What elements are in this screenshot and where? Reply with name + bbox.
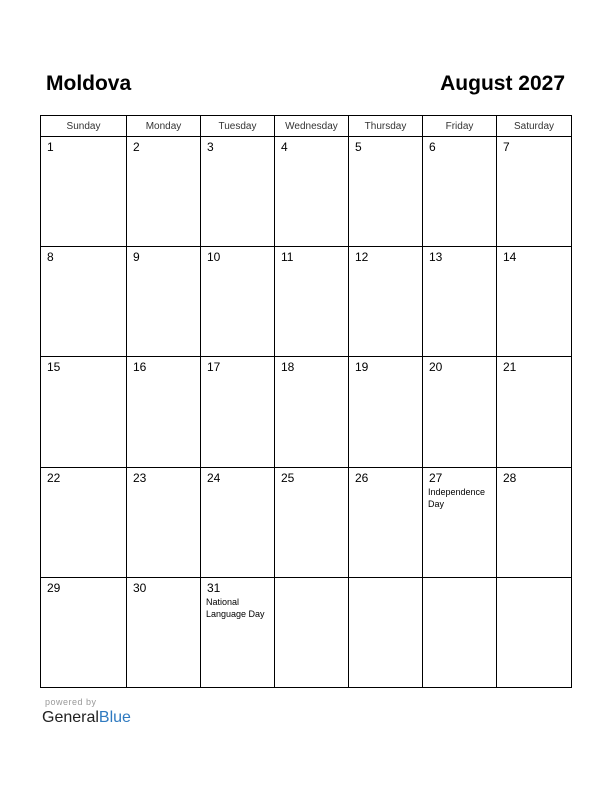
day-number: 8 xyxy=(47,250,54,265)
weekday-header: Friday xyxy=(423,116,497,137)
day-cell xyxy=(41,247,127,357)
day-number: 19 xyxy=(355,360,369,375)
day-number: 22 xyxy=(47,470,61,485)
day-cell xyxy=(127,467,201,577)
day-number: 7 xyxy=(503,140,510,154)
brand-blue: Blue xyxy=(98,709,131,726)
day-number: 2 xyxy=(133,140,140,154)
month-title: August 2027 xyxy=(440,72,565,95)
day-number: 27 xyxy=(429,470,443,485)
holiday-label: Independence Day xyxy=(428,486,486,509)
day-cell xyxy=(349,467,423,577)
brand-logo xyxy=(42,709,131,727)
day-cell xyxy=(423,357,497,467)
brand-general: General xyxy=(42,709,99,726)
day-cell xyxy=(127,357,201,467)
day-number: 12 xyxy=(355,250,369,265)
day-cell xyxy=(201,467,275,577)
day-cell xyxy=(201,357,275,467)
weekday-header-row xyxy=(41,116,572,137)
day-cell xyxy=(349,577,423,687)
day-number: 11 xyxy=(281,250,294,265)
day-number: 29 xyxy=(47,580,61,595)
day-number xyxy=(275,578,348,581)
day-number xyxy=(423,578,496,581)
day-number: 25 xyxy=(281,470,295,485)
day-cell xyxy=(423,467,497,577)
weekday-header: Wednesday xyxy=(275,116,349,137)
week-row xyxy=(41,357,572,467)
weekday-header: Monday xyxy=(127,116,201,137)
day-number: 9 xyxy=(133,250,140,265)
day-cell xyxy=(201,137,275,247)
day-number: 3 xyxy=(207,140,214,154)
country-title: Moldova xyxy=(46,72,132,95)
day-cell xyxy=(41,137,127,247)
day-cell xyxy=(201,247,275,357)
day-cell xyxy=(127,577,201,687)
day-cell xyxy=(349,357,423,467)
holiday-label: National Language Day xyxy=(206,596,265,619)
day-number: 17 xyxy=(207,360,221,375)
day-cell xyxy=(127,247,201,357)
week-row xyxy=(41,577,572,687)
day-number xyxy=(349,578,422,581)
weekday-header: Tuesday xyxy=(201,116,275,137)
day-number: 1 xyxy=(47,140,54,154)
day-number: 15 xyxy=(47,360,61,375)
weekday-header: Thursday xyxy=(349,116,423,137)
calendar-body xyxy=(41,137,572,688)
day-cell xyxy=(41,467,127,577)
day-cell xyxy=(41,577,127,687)
day-cell xyxy=(201,577,275,687)
day-number: 23 xyxy=(133,470,147,485)
day-cell xyxy=(497,467,572,577)
weekday-header: Sunday xyxy=(41,116,127,137)
day-number: 5 xyxy=(355,140,362,154)
day-cell xyxy=(497,247,572,357)
day-cell xyxy=(423,137,497,247)
day-number: 20 xyxy=(429,360,443,375)
day-number: 6 xyxy=(429,140,436,154)
day-cell xyxy=(275,467,349,577)
day-number: 18 xyxy=(281,360,295,375)
day-cell xyxy=(497,137,572,247)
day-number: 28 xyxy=(503,470,517,485)
week-row xyxy=(41,137,572,247)
day-cell xyxy=(423,577,497,687)
calendar-grid xyxy=(40,115,572,688)
day-number: 26 xyxy=(355,470,369,485)
day-cell xyxy=(275,247,349,357)
day-number: 10 xyxy=(207,250,221,265)
day-number: 24 xyxy=(207,470,221,485)
day-cell xyxy=(127,137,201,247)
day-cell xyxy=(497,357,572,467)
day-cell xyxy=(497,577,572,687)
day-number: 4 xyxy=(281,140,288,154)
week-row xyxy=(41,247,572,357)
weekday-header: Saturday xyxy=(497,116,572,137)
powered-by-text: powered by xyxy=(45,697,97,707)
day-number: 14 xyxy=(503,250,517,265)
day-number xyxy=(497,578,571,581)
day-cell xyxy=(349,137,423,247)
day-cell xyxy=(275,577,349,687)
day-number: 31 xyxy=(207,580,221,595)
day-cell xyxy=(349,247,423,357)
day-cell xyxy=(275,137,349,247)
day-number: 21 xyxy=(503,360,517,375)
day-cell xyxy=(41,357,127,467)
day-cell xyxy=(275,357,349,467)
day-number: 16 xyxy=(133,360,147,375)
day-cell xyxy=(423,247,497,357)
week-row xyxy=(41,467,572,577)
day-number: 30 xyxy=(133,580,147,595)
day-number: 13 xyxy=(429,250,443,265)
